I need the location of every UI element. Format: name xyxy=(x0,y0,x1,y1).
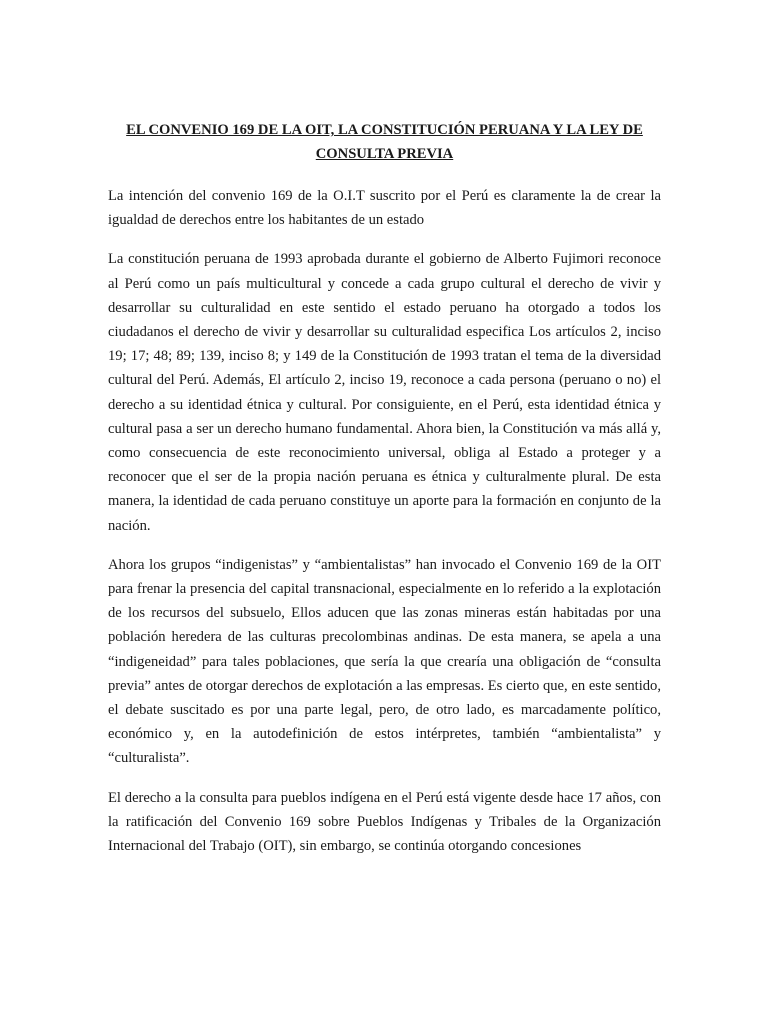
document-body xyxy=(108,118,661,873)
paragraph-consulta: El derecho a la consulta para pueblos indígena en el Perú está vigente desde hace 17 años, con la ratificación del Convenio 169 sobre Pueblos Indígenas y Tribales de la Organización Internacional del Trabajo (OIT), sin embargo, se continúa otorgando concesiones xyxy=(108,789,661,855)
paragraph-constitution: La constitución peruana de 1993 aprobada durante el gobierno de Alberto Fujimori reconoce al Perú como un país multicultural y concede a cada grupo cultural el derecho de vivir y desarrollar su culturalidad en este sentido el estado peruano ha otorgado a todos los ciudadanos el derecho de vivir y desarrollar su culturalidad especifica Los artículos 2, inciso 19; 17; 48; 89; 139, inciso 8; y 149 de la Constitución de 1993 tratan el tema de la diversidad cultural del Perú. Además, El artículo 2, inciso 19, reconoce a cada persona (peruano o no) el derecho a su identidad étnica y cultural. Por consiguiente, en el Perú, esta identidad étnica y cultural pasa a ser un derecho humano fundamental. Ahora bien, la Constitución va más allá y, como consecuencia de este reconocimiento universal, obliga al Estado a proteger y a reconocer que el ser de la propia nación peruana es étnica y culturalmente plural. De esta manera, la identidad de cada peruano constituye un aporte para la formación en conjunto de la nación. xyxy=(108,251,661,534)
paragraph-groups: Ahora los grupos “indigenistas” y “ambientalistas” han invocado el Convenio 169 de la OIT para frenar la presencia del capital transnacional, especialmente en lo referido a la explotación de los recursos del subsuelo, Ellos aducen que las zonas mineras están habitadas por una población heredera de las culturas precolombinas andinas. De esta manera, se apela a una “indigeneidad” para tales poblaciones, que sería la que crearía una obligación de “consulta previa” antes de otorgar derechos de explotación a las empresas. Es cierto que, en este sentido, el debate suscitado es por una parte legal, pero, de otro lado, es marcadamente político, económico y, en la autodefinición de estos intérpretes, también “ambientalista” y “culturalista”. xyxy=(108,556,661,767)
document-title: EL CONVENIO 169 DE LA OIT, LA CONSTITUCIÓN PERUANA Y LA LEY DE CONSULTA PREVIA xyxy=(126,122,643,162)
paragraph-intro: La intención del convenio 169 de la O.I.T suscrito por el Perú es claramente la de crear la igualdad de derechos entre los habitantes de un estado xyxy=(108,188,661,229)
